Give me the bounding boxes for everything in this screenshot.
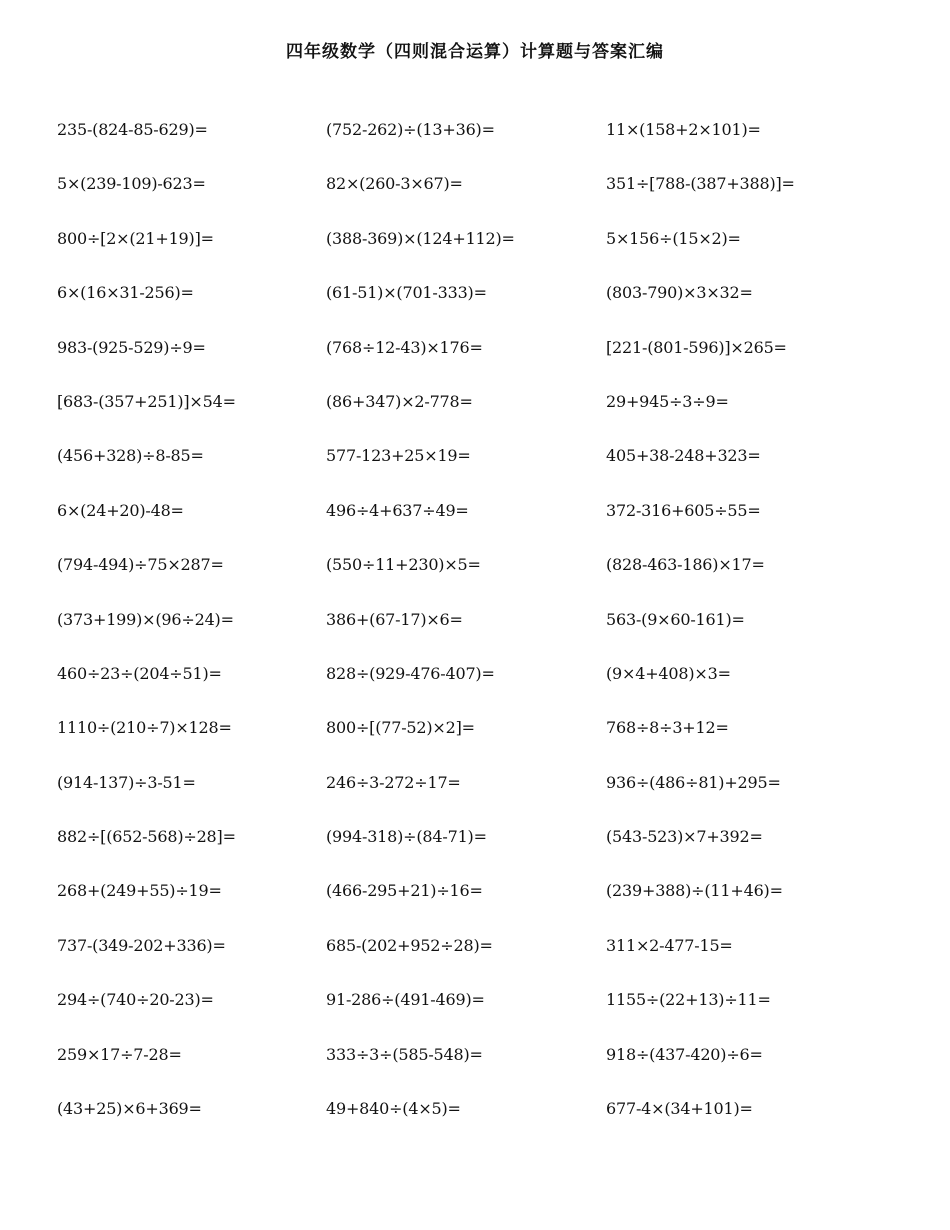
problem-item: 828÷(929-476-407)= bbox=[326, 663, 495, 683]
problem-item: 259×17÷7-28= bbox=[57, 1044, 182, 1064]
problem-item: 800÷[2×(21+19)]= bbox=[57, 228, 214, 248]
problem-item: 882÷[(652-568)÷28]= bbox=[57, 827, 236, 847]
problem-item: (466-295+21)÷16= bbox=[326, 881, 483, 901]
problem-item: (61-51)×(701-333)= bbox=[326, 283, 487, 303]
problem-item: 563-(9×60-161)= bbox=[606, 609, 745, 629]
problem-item: 311×2-477-15= bbox=[606, 935, 733, 955]
problem-item: [683-(357+251)]×54= bbox=[57, 391, 236, 411]
problem-item: 91-286÷(491-469)= bbox=[326, 990, 485, 1010]
problem-item: (239+388)÷(11+46)= bbox=[606, 881, 783, 901]
problem-item: 1155÷(22+13)÷11= bbox=[606, 990, 771, 1010]
problem-item: 246÷3-272÷17= bbox=[326, 772, 461, 792]
problem-item: 800÷[(77-52)×2]= bbox=[326, 718, 475, 738]
problem-item: [221-(801-596)]×265= bbox=[606, 337, 787, 357]
problem-item: 6×(16×31-256)= bbox=[57, 283, 194, 303]
problem-item: (768÷12-43)×176= bbox=[326, 337, 483, 357]
problem-item: (550÷11+230)×5= bbox=[326, 555, 481, 575]
problem-item: 351÷[788-(387+388)]= bbox=[606, 174, 795, 194]
problem-item: (543-523)×7+392= bbox=[606, 827, 763, 847]
problem-item: 460÷23÷(204÷51)= bbox=[57, 663, 222, 683]
problem-grid bbox=[57, 117, 937, 1150]
problem-item: 29+945÷3÷9= bbox=[606, 391, 729, 411]
problem-item: 235-(824-85-629)= bbox=[57, 120, 208, 139]
problem-item: 294÷(740÷20-23)= bbox=[57, 990, 214, 1010]
problem-item: 6×(24+20)-48= bbox=[57, 500, 184, 520]
problem-item: (994-318)÷(84-71)= bbox=[326, 827, 487, 847]
problem-item: (803-790)×3×32= bbox=[606, 283, 753, 303]
problem-item: 372-316+605÷55= bbox=[606, 500, 761, 520]
problem-item: 685-(202+952÷28)= bbox=[326, 935, 493, 955]
problem-item: 386+(67-17)×6= bbox=[326, 609, 463, 629]
problem-item: (752-262)÷(13+36)= bbox=[326, 120, 495, 139]
problem-item: 5×156÷(15×2)= bbox=[606, 228, 741, 248]
problem-item: 918÷(437-420)÷6= bbox=[606, 1044, 763, 1064]
problem-item: (86+347)×2-778= bbox=[326, 391, 473, 411]
problem-item: 82×(260-3×67)= bbox=[326, 174, 463, 194]
problem-item: (43+25)×6+369= bbox=[57, 1099, 202, 1119]
problem-item: (9×4+408)×3= bbox=[606, 663, 731, 683]
problem-item: (388-369)×(124+112)= bbox=[326, 228, 515, 248]
problem-item: 577-123+25×19= bbox=[326, 446, 471, 466]
problem-item: 49+840÷(4×5)= bbox=[326, 1099, 461, 1119]
problem-item: 496÷4+637÷49= bbox=[326, 500, 469, 520]
problem-item: 11×(158+2×101)= bbox=[606, 120, 761, 139]
problem-item: 405+38-248+323= bbox=[606, 446, 761, 466]
problem-item: 936÷(486÷81)+295= bbox=[606, 772, 781, 792]
problem-item: 768÷8÷3+12= bbox=[606, 718, 729, 738]
problem-item: (914-137)÷3-51= bbox=[57, 772, 196, 792]
problem-item: 268+(249+55)÷19= bbox=[57, 881, 222, 901]
problem-item: 983-(925-529)÷9= bbox=[57, 337, 206, 357]
problem-item: (456+328)÷8-85= bbox=[57, 446, 204, 466]
problem-item: 737-(349-202+336)= bbox=[57, 935, 226, 955]
problem-item: (373+199)×(96÷24)= bbox=[57, 609, 234, 629]
problem-item: (794-494)÷75×287= bbox=[57, 555, 224, 575]
problem-item: 1110÷(210÷7)×128= bbox=[57, 718, 232, 738]
problem-item: (828-463-186)×17= bbox=[606, 555, 765, 575]
problem-item: 5×(239-109)-623= bbox=[57, 174, 206, 194]
problem-item: 333÷3÷(585-548)= bbox=[326, 1044, 483, 1064]
page-title: 四年级数学（四则混合运算）计算题与答案汇编 bbox=[286, 42, 664, 62]
problem-item: 677-4×(34+101)= bbox=[606, 1099, 753, 1119]
